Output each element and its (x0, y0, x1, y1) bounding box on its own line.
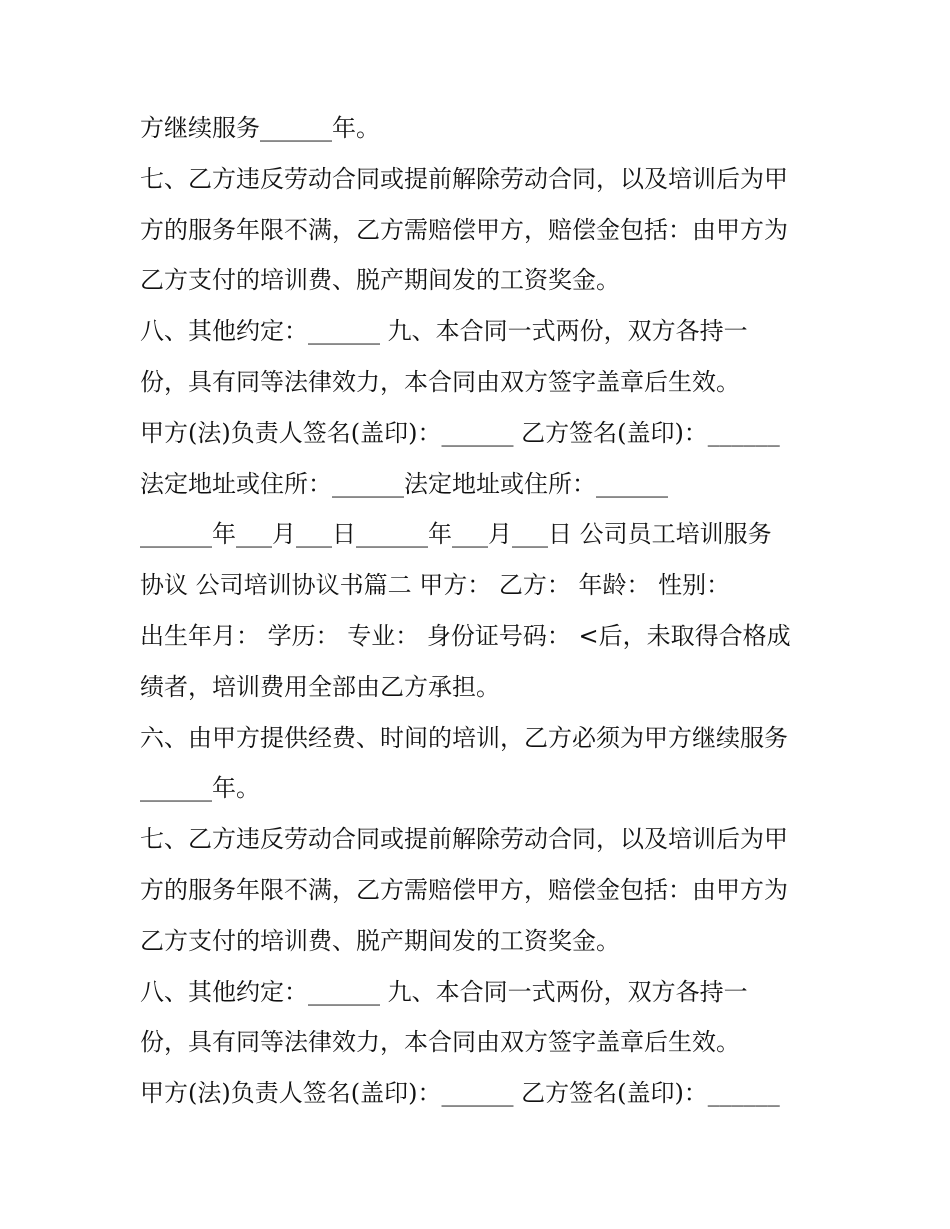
text-line: 份，具有同等法律效力，本合同由双方签字盖章后生效。 (140, 367, 740, 396)
text-line: 七、乙方违反劳动合同或提前解除劳动合同，以及培训后为甲 (140, 825, 788, 854)
text-line: 甲方(法)负责人签名(盖印)：______ 乙方签名(盖印)：______ (140, 1079, 780, 1108)
text-line: 出生年月： 学历： 专业： 身份证号码： <后，未取得合格成 (140, 621, 791, 650)
text-line: 份，具有同等法律效力，本合同由双方签字盖章后生效。 (140, 1028, 740, 1057)
text-line: 甲方(法)负责人签名(盖印)：______ 乙方签名(盖印)：______ (140, 418, 780, 447)
text-line: 方继续服务______年。 (140, 114, 380, 142)
text-line: 协议 公司培训协议书篇二 甲方： 乙方： 年龄： 性别： (140, 571, 731, 600)
text-line: ______年___月___日______年___月___日 公司员工培训服务 (140, 520, 772, 549)
text-line: 方的服务年限不满，乙方需赔偿甲方，赔偿金包括：由甲方为 (140, 215, 788, 244)
text-line: 乙方支付的培训费、脱产期间发的工资奖金。 (140, 926, 620, 955)
text-line: 方的服务年限不满，乙方需赔偿甲方，赔偿金包括：由甲方为 (140, 875, 788, 904)
document-body (140, 103, 820, 1119)
text-line: 七、乙方违反劳动合同或提前解除劳动合同，以及培训后为甲 (140, 164, 788, 193)
text-line: ______年。 (140, 774, 260, 803)
text-line: 六、由甲方提供经费、时间的培训，乙方必须为甲方继续服务 (140, 723, 788, 752)
text-line: 法定地址或住所：______法定地址或住所：______ (140, 469, 668, 498)
text-line: 八、其他约定：______ 九、本合同一式两份，双方各持一 (140, 977, 748, 1006)
text-line: 绩者，培训费用全部由乙方承担。 (140, 672, 500, 701)
text-line: 八、其他约定：______ 九、本合同一式两份，双方各持一 (140, 317, 748, 346)
text-line: 乙方支付的培训费、脱产期间发的工资奖金。 (140, 266, 620, 295)
